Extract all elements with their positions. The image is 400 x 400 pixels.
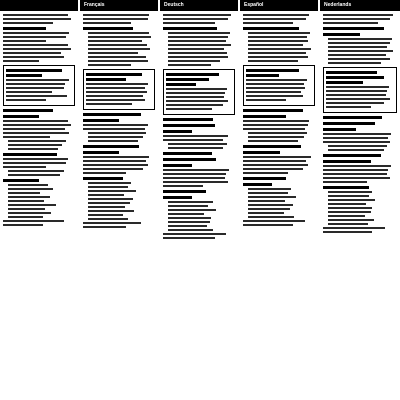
caution-box bbox=[323, 67, 397, 113]
column-language-bar: Español bbox=[240, 0, 318, 11]
caution-box bbox=[163, 69, 235, 115]
column-text bbox=[160, 11, 238, 239]
column-nederlands bbox=[320, 0, 400, 400]
column-text bbox=[80, 11, 158, 228]
column-espanol bbox=[240, 0, 318, 400]
column-francais bbox=[80, 0, 158, 400]
column-language-bar: Deutsch bbox=[160, 0, 238, 11]
column-text bbox=[240, 11, 318, 226]
caution-box bbox=[83, 69, 155, 110]
caution-box bbox=[243, 65, 315, 106]
column-text bbox=[0, 11, 78, 226]
column-language-bar bbox=[0, 0, 78, 11]
column-language-bar: Nederlands bbox=[320, 0, 400, 11]
caution-box bbox=[3, 65, 75, 106]
column-language-bar: Français bbox=[80, 0, 158, 11]
column-text bbox=[320, 11, 400, 233]
column-english bbox=[0, 0, 78, 400]
column-deutsch bbox=[160, 0, 238, 400]
